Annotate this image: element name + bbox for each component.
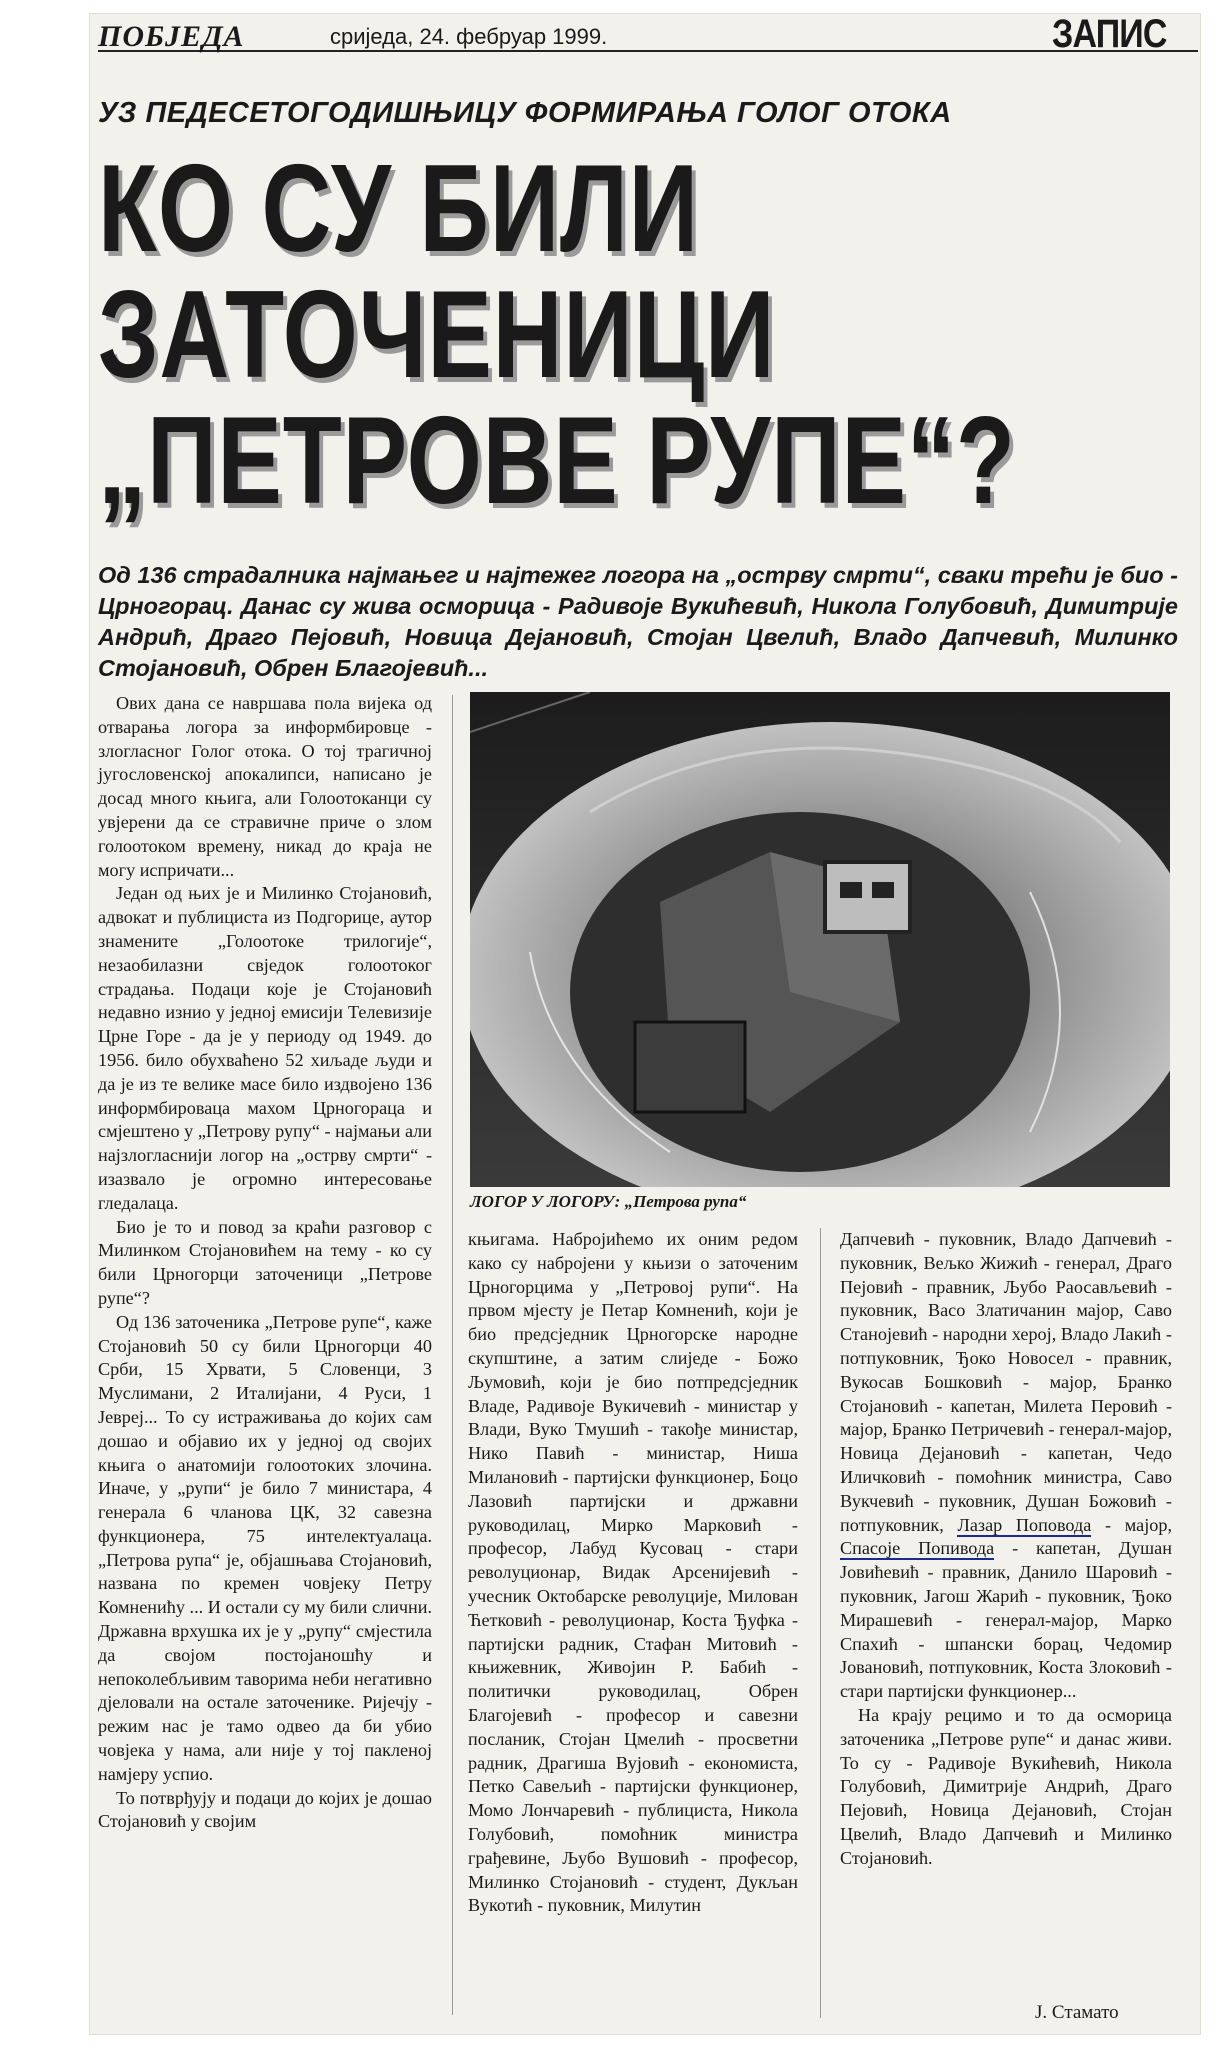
- underlined-name: Лазар Поповода: [957, 1514, 1092, 1535]
- article-photo: [470, 692, 1170, 1187]
- author-signature: Ј. Стамато: [1035, 2002, 1119, 2023]
- names-list: Дапчевић - пуковник, Владо Дапчевић - пуковник, Вељко Жижић - генерал, Драго Пејовић - правник, Љубо Раосављевић - пуковник, Васо Златичанин мајор, Саво Станојевић - народни херој, Владо Лакић - потпуковник, Ђоко Новосел - правник, Вукосав Бошковић - мајор, Бранко Стојановић - капетан, Милета Перовић - мајор, Бранко Петричевић - генерал-мајор, Новица Дејановић - капетан, Чедо Иличковић - помоћник министра, Саво Вукчевић - пуковник, Душан Божовић - потпуковник,: [840, 1229, 1172, 1535]
- paragraph: Ових дана се навршава пола вијека од отварања логора за информбировце - злогласног Голог отока. О тој трагичној југословенској апокалипси, написано је досад много књига, али Голоотоканци су увјерени да се стравичне приче о злом голоотоком времену, никад до краја не могу испричати...: [98, 693, 432, 880]
- paragraph: Био је то и повод за краћи разговор с Милинком Стојановићем на тему - ко су били Црногорци заточеници „Петрове рупе“?: [98, 1216, 432, 1308]
- paragraph: То потврђују и подаци до којих је дошао Стојановић у својим: [98, 1787, 432, 1832]
- article-lead: Од 136 страдалника најмањег и најтежег логора на „острву смрти“, сваки трећи је био - Црногорац. Данас су жива осморица - Радивоје Вукићевић, Никола Голубовић, Димитрије Андрић, Драго Пејовић, Новица Дејановић, Стојан Цвелић, Владо Дапчевић, Милинко Стојановић, Обрен Благојевић...: [98, 562, 1178, 681]
- paragraph: Од 136 заточеника „Петрове рупе“, каже Стојановић 50 су били Црногорци 40 Срби, 15 Хрвати, 5 Словенци, 3 Муслимани, 2 Италијани, 4 Руси, 1 Јеврej... То су истраживања до којих сам дошао и објавио их у једној од својих књига о анатомији голоотоких злочина. Иначе, у „рупи“ је било 7 министара, 4 генерала 6 чланова ЦК, 32 савезна функционера, 75 интелектуалаца. „Петрова рупа“ је, објашњава Стојановић, названа по кремен човјеку Петру Комненићу ... И остали су му били слични. Државна врхушка их је у „рупу“ смјестила да својом постојаношћу и непоколебљивим таворима неби негативно дјеловали на остале заточенике. Ријечју - режим нас је тамо одвео да би убио човјека у нама, али није у тој пакленој намјеру успио.: [98, 1311, 432, 1784]
- headline-line-2: ЗАТОЧЕНИЦИ: [98, 266, 776, 404]
- newspaper-masthead: ПОБЈЕДА: [98, 20, 245, 53]
- headline-line-1: КО СУ БИЛИ: [98, 140, 699, 278]
- publication-date: сриједа, 24. фебруар 1999.: [330, 24, 608, 49]
- names-list: - мајор,: [1091, 1514, 1172, 1535]
- article-headline: [98, 140, 1016, 530]
- article-column-2: [468, 1228, 798, 1918]
- column-divider: [452, 695, 453, 2015]
- paragraph: Један од њих је и Милинко Стојановић, адвокат и публициста из Подгорице, аутор знамените „Голоотоке трилогије“, незаобилазни свједок голоотоког страдања. Подаци које је Стојановић недавно изнио у једној емисији Телевизије Црне Горе - да је у периоду од 1949. до 1956. било обухваћено 52 хиљаде људи и да је из те велике масе било издвојено 136 информбироваца махом Црногораца и смјештено у „Петрову рупу“ - најмањи али најзлогласнији логор на „острву смрти“ - изазвало је огромно интересовање гледалаца.: [98, 883, 432, 1213]
- prison-pit-photo: [470, 692, 1170, 1187]
- underlined-name: Спасоје Попивода: [840, 1538, 995, 1559]
- column-divider: [820, 1228, 821, 2018]
- article-kicker: УЗ ПЕДЕСЕТОГОДИШЊИЦУ ФОРМИРАЊА ГОЛОГ ОТОКА: [98, 97, 952, 129]
- paragraph: књигама. Набројићемо их оним редом како су набројени у књизи о заточеним Црногорцима у „Петровој рупи“. На првом мјесту је Петар Комненић, који је био предсједник Црногорске народне скупштине, а затим слиједе - Божо Љумовић, који је био потпредсједник Владе, Радивоје Вукичевић - министар у Влади, Вуко Тмушић - такође министар, Нико Павић - министар, Ниша Милановић - партијски функционер, Боцо Лазовић партијски и државни руководилац, Мирко Марковић - професор, Лабуд Кусовац - стари револуционар, Видак Арсенијевић - учесник Октобарске револуције, Милован Ћетковић - револуционар, Коста Ђуфка - партијски радник, Стафан Митовић - књижевник, Живојин Р. Бабић - политички руководилац, Обрен Благојевић - професор и савезни посланик, Стојан Цмелић - просветни радник, Драгиша Вујовић - економиста, Петко Савељић - партијски функционер, Момо Лончаревић - публициста, Никола Голубовић, помоћник министра грађевине, Љубо Вушовић - професор, Милинко Стојановић - студент, Дукљан Вукотић - пуковник, Милутин: [468, 1229, 798, 1916]
- paragraph: [840, 1228, 1172, 1704]
- article-column-3: [840, 1228, 1172, 1871]
- photo-caption: ЛОГОР У ЛОГОРУ: „Петрова рупа“: [470, 1192, 747, 1211]
- names-list: - капетан, Душан Јовићевић - правник, Данило Шаровић - пуковник, Јагош Жарић - пуковник, Ђоко Мирашевић - генерал-мајор, Марко Спахић - шпански борац, Чедомир Јовановић, потпуковник, Коста Злоковић - стари партијски функционер...: [840, 1538, 1172, 1702]
- paragraph: На крају рецимо и то да осморица заточеника „Петрове рупе“ и данас живи. То су - Радивоје Вукићевић, Никола Голубовић, Димитрије Андрић, Драго Пејовић, Новица Дејановић, Стојан Цвелић, Владо Дапчевић и Милинко Стојановић.: [840, 1704, 1172, 1868]
- section-tag: ЗАПИС: [1052, 12, 1167, 56]
- masthead-rule: [98, 50, 1198, 52]
- article-column-1: [98, 692, 432, 1834]
- headline-line-3: „ПЕТРОВЕ РУПЕ“?: [98, 392, 1016, 530]
